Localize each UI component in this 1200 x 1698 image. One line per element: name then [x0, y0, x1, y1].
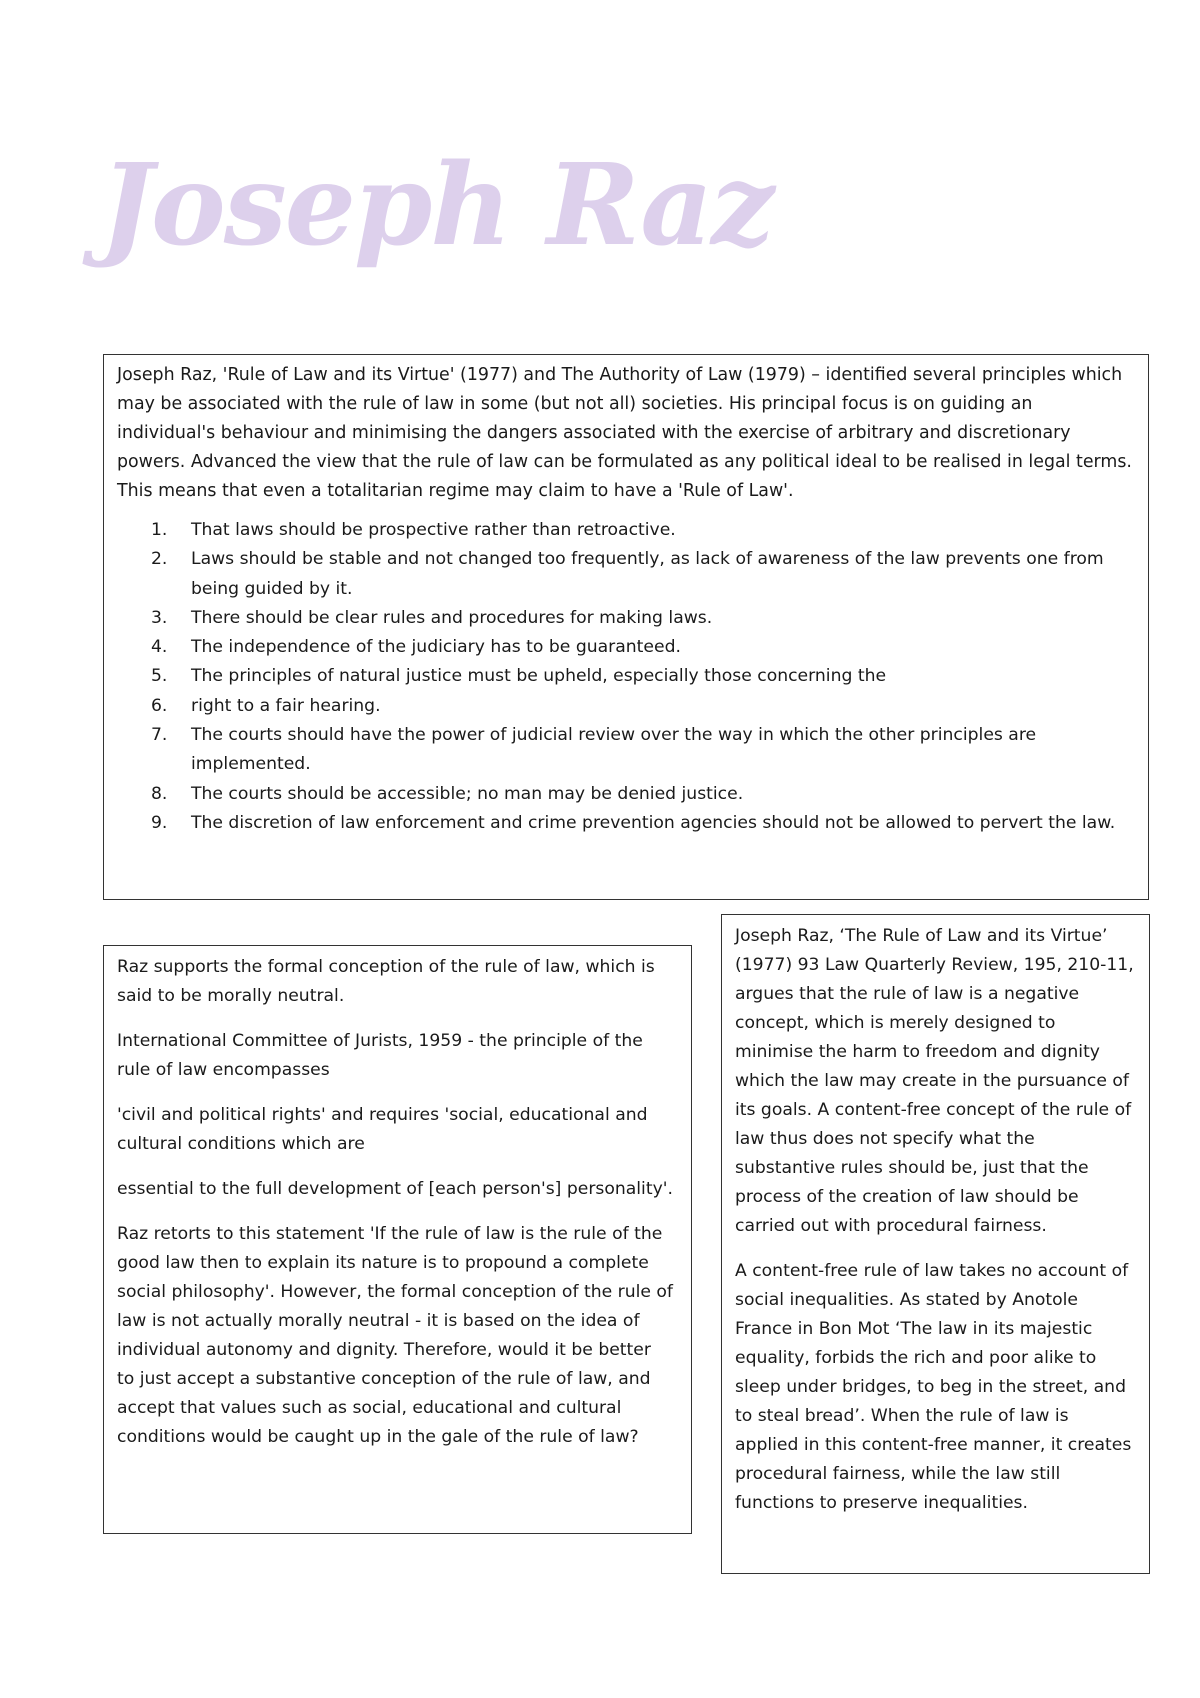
list-item [117, 662, 1132, 691]
list-number: 4. [151, 637, 168, 658]
list-item [117, 604, 1132, 633]
body-paragraph: 'civil and political rights' and requires 'social, educational and cultural conditions which are [117, 1105, 648, 1154]
list-number: 8. [151, 783, 168, 804]
principles-list [117, 516, 1132, 838]
list-number: 6. [151, 695, 168, 716]
principles-box [103, 354, 1149, 900]
list-item-text: That laws should be prospective rather than retroactive. [191, 520, 676, 540]
list-item-text: right to a fair hearing. [191, 695, 381, 716]
list-item [117, 721, 1132, 780]
list-item [117, 692, 1132, 721]
body-paragraph: Raz retorts to this statement 'If the rule of law is the rule of the good law then to explain its nature is to propound a complete social philosophy'. However, the formal conception of the rule of law is not actually morally neutral - it is based on the idea of individual autonomy and dignity. Therefore, would it be better to just accept a substantive conception of the rule of law, and accept that values such as social, educational and cultural conditions would be caught up in the gale of the rule of law? [117, 1224, 673, 1447]
negative-concept-box [721, 914, 1150, 1574]
list-number: 5. [151, 666, 168, 687]
list-item [117, 516, 1132, 545]
list-item [117, 780, 1132, 809]
list-item-text: The principles of natural justice must be upheld, especially those concerning the [191, 666, 887, 687]
formal-conception-box [103, 945, 692, 1534]
list-item-text: The courts should be accessible; no man may be denied justice. [191, 783, 744, 804]
intro-paragraph: Joseph Raz, 'Rule of Law and its Virtue' (1977) and The Authority of Law (1979) – identified several principles which may be associated with the rule of law in some (but not all) societies. His principal focus is on guiding an individual's behaviour and minimising the dangers associated with the exercise of arbitrary and discretionary powers. Advanced the view that the rule of law can be formulated as any political ideal to be realised in legal terms. This means that even a totalitarian regime may claim to have a 'Rule of Law'. [117, 365, 1132, 501]
list-item-text: The independence of the judiciary has to be guaranteed. [191, 637, 681, 658]
body-paragraph: Joseph Raz, ‘The Rule of Law and its Virtue’ (1977) 93 Law Quarterly Review, 195, 210-11, argues that the rule of law is a negative concept, which is merely designed to minimise the harm to freedom and dignity which the law may create in the pursuance of its goals. A content-free concept of the rule of law thus does not specify what the substantive rules should be, just that the process of the creation of law should be carried out with procedural fairness. [735, 926, 1134, 1236]
page-title: Joseph Raz [100, 140, 773, 271]
body-paragraph: essential to the full development of [each person's] personality'. [117, 1179, 673, 1199]
list-item [117, 809, 1132, 838]
body-paragraph: Raz supports the formal conception of the rule of law, which is said to be morally neutral. [117, 957, 655, 1006]
list-number: 9. [151, 812, 168, 833]
list-number: 3. [151, 607, 168, 628]
body-paragraph: A content-free rule of law takes no account of social inequalities. As stated by Anotole France in Bon Mot ‘The law in its majestic equality, forbids the rich and poor alike to sleep under bridges, to beg in the street, and to steal bread’. When the rule of law is applied in this content-free manner, it creates procedural fairness, while the law still functions to preserve inequalities. [735, 1261, 1132, 1513]
list-item-text: The courts should have the power of judicial review over the way in which the other principles are implemented. [191, 725, 1037, 775]
list-number: 1. [151, 520, 168, 540]
body-paragraph: International Committee of Jurists, 1959 - the principle of the rule of law encompasses [117, 1031, 643, 1080]
list-item-text: The discretion of law enforcement and crime prevention agencies should not be allowed to pervert the law. [191, 812, 1116, 833]
list-number: 2. [151, 549, 168, 570]
list-number: 7. [151, 725, 168, 746]
list-item [117, 545, 1132, 604]
list-item [117, 633, 1132, 662]
list-item-text: There should be clear rules and procedures for making laws. [191, 607, 713, 628]
list-item-text: Laws should be stable and not changed too frequently, as lack of awareness of the law prevents one from being guided by it. [191, 549, 1104, 599]
